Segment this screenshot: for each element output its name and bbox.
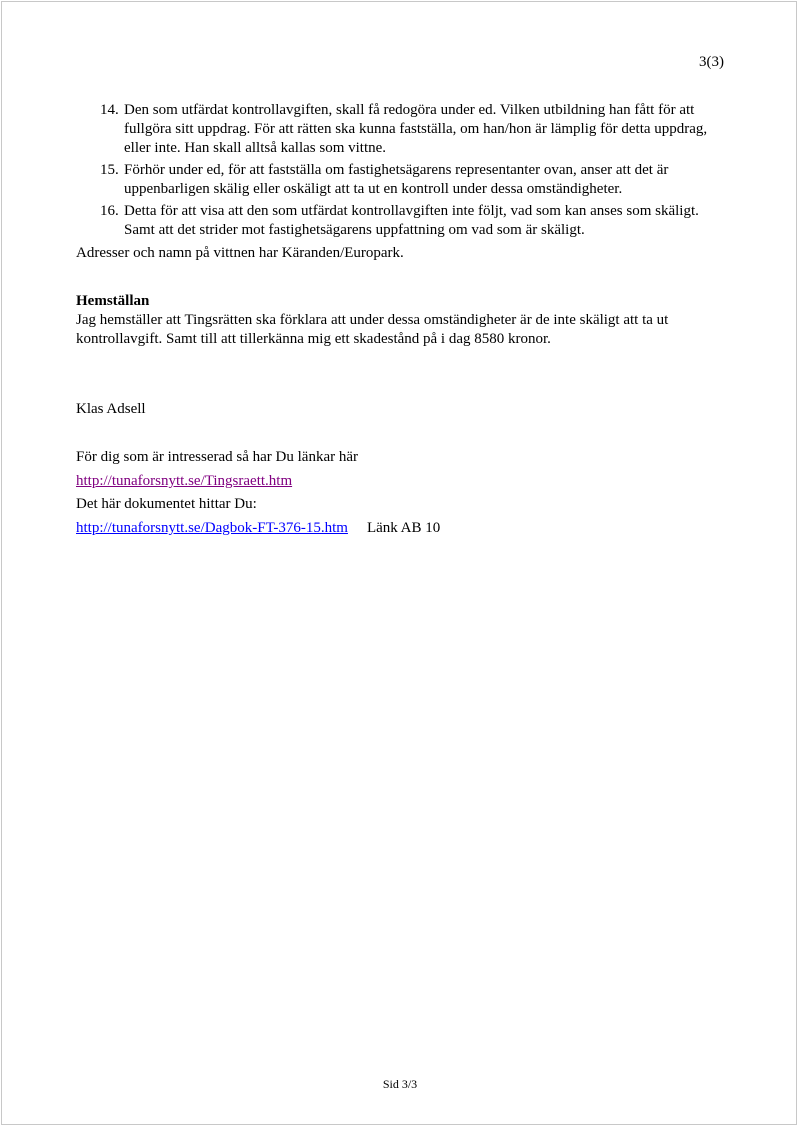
list-item	[76, 161, 726, 199]
numbered-list	[76, 101, 726, 240]
page-counter: 3(3)	[699, 54, 724, 70]
tingsraett-link[interactable]: http://tunaforsnytt.se/Tingsraett.htm	[76, 473, 293, 489]
document-page	[1, 1, 797, 1125]
page-footer: Sid 3/3	[382, 1077, 418, 1091]
list-item-number: 15.	[100, 162, 119, 178]
document-body	[76, 101, 726, 538]
list-item-text: Förhör under ed, för att fastställa om fastighetsägarens representanter ovan, anser att det är uppenbarligen skälig eller oskäligt att ta ut en kontroll under dessa omständigheter.	[124, 162, 669, 197]
document-location-intro: Det här dokumentet hittar Du:	[76, 496, 257, 512]
dagbok-link[interactable]: http://tunaforsnytt.se/Dagbok-FT-376-15.htm	[76, 520, 348, 536]
list-item-text: Detta för att visa att den som utfärdat kontrollavgiften inte följt, vad som kan anses som skäligt. Samt att det strider mot fastighetsägarens uppfattning om vad som är skäligt.	[124, 203, 699, 238]
list-item-number: 16.	[100, 203, 119, 219]
links-intro: För dig som är intresserad så har Du länkar här	[76, 449, 358, 465]
request-heading: Hemställan	[76, 293, 150, 309]
list-item	[76, 101, 726, 158]
list-item	[76, 202, 726, 240]
signature: Klas Adsell	[76, 401, 146, 417]
link-suffix-label: Länk AB 10	[366, 520, 441, 536]
request-text: Jag hemställer att Tingsrätten ska förklara att under dessa omständigheter är de inte skäligt att ta ut kontrollavgift. Samt till att tillerkänna mig ett skadestånd på i dag 8580 kronor.	[76, 312, 669, 347]
list-item-text: Den som utfärdat kontrollavgiften, skall få redogöra under ed. Vilken utbildning han fått för att fullgöra sitt uppdrag. För att rätten ska kunna fastställa, om han/hon är lämplig för detta uppdrag, eller inte. Han skall alltså kallas som vittne.	[124, 102, 708, 156]
witnesses-note: Adresser och namn på vittnen har Käranden/Europark.	[76, 245, 404, 261]
list-item-number: 14.	[100, 102, 119, 118]
